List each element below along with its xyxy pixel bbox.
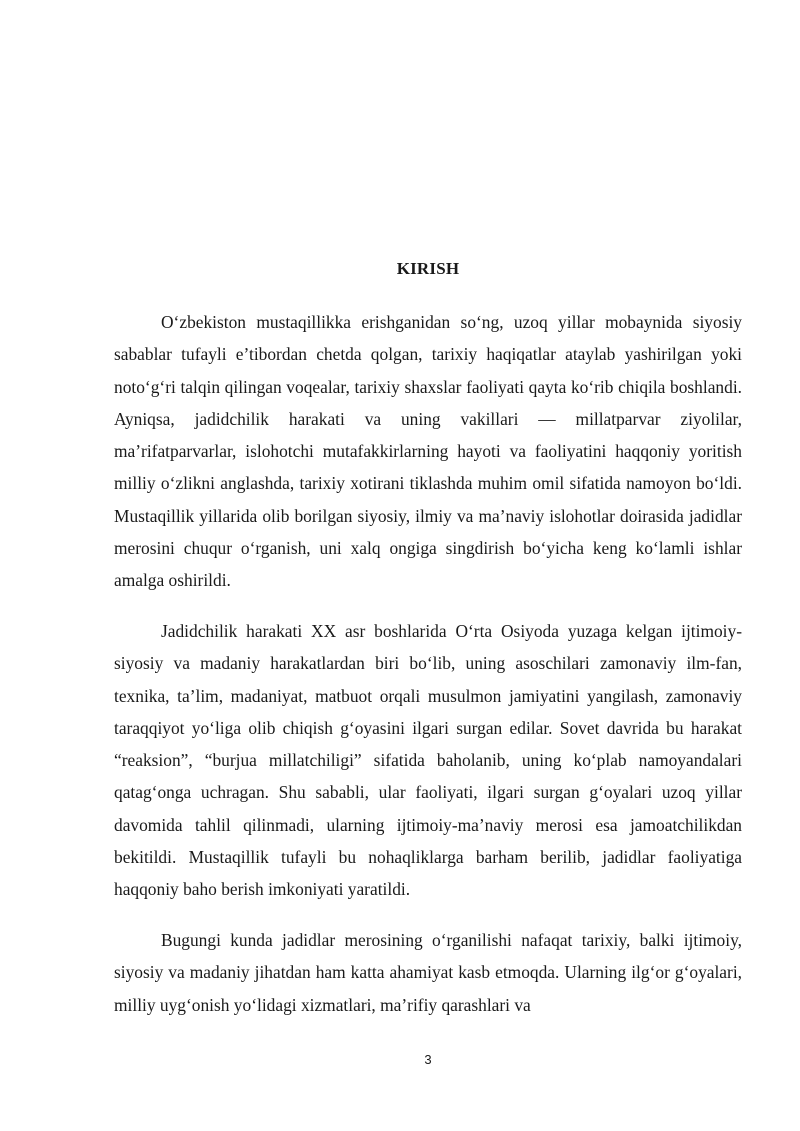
page-number: 3 bbox=[424, 1052, 432, 1067]
body-paragraph: Jadidchilik harakati XX asr boshlarida O‘rta Osiyoda yuzaga kelgan ijtimoiy-siyosiy va madaniy harakatlardan biri bo‘lib, uning asoschilari zamonaviy ilm-fan, texnika, ta’lim, madaniyat, matbuot orqali musulmon jamiyatini yangilash, zamonaviy taraqqiyot yo‘liga olib chiqish g‘oyasini ilgari surgan edilar. Sovet davrida bu harakat “reaksion”, “burjua millatchiligi” sifatida baholanib, uning ko‘plab namoyandalari qatag‘onga uchragan. Shu sababli, ular faoliyati, ilgari surgan g‘oyalari uzoq yillar davomida tahlil qilinmadi, ularning ijtimoiy-ma’naviy merosi esa jamoatchilikdan bekitildi. Mustaqillik tufayli bu nohaqliklarga barham berilib, jadidlar faoliyatiga haqqoniy baho berish imkoniyati yaratildi. bbox=[114, 621, 742, 900]
document-page bbox=[114, 0, 742, 1131]
body-paragraph: Bugungi kunda jadidlar merosining o‘rganilishi nafaqat tarixiy, balki ijtimoiy, siyosiy va madaniy jihatdan ham katta ahamiyat kasb etmoqda. Ularning ilg‘or g‘oyalari, milliy uyg‘onish yo‘lidagi xizmatlari, ma’rifiy qarashlari va bbox=[114, 930, 742, 1015]
section-heading: KIRISH bbox=[396, 259, 460, 278]
body-paragraph: O‘zbekiston mustaqillikka erishganidan so‘ng, uzoq yillar mobaynida siyosiy sabablar tufayli e’tibordan chetda qolgan, tarixiy haqiqatlar ataylab yashirilgan yoki noto‘g‘ri talqin qilingan voqealar, tarixiy shaxslar faoliyati qayta ko‘rib chiqila boshlandi. Ayniqsa, jadidchilik harakati va uning vakillari — millatparvar ziyolilar, ma’rifatparvarlar, islohotchi mutafakkirlarning hayoti va faoliyatini haqqoniy yoritish milliy o‘zlikni anglashda, tarixiy xotirani tiklashda muhim omil sifatida namoyon bo‘ldi. Mustaqillik yillarida olib borilgan siyosiy, ilmiy va ma’naviy islohotlar doirasida jadidlar merosini chuqur o‘rganish, uni xalq ongiga singdirish bo‘yicha keng ko‘lamli ishlar amalga oshirildi. bbox=[114, 312, 742, 591]
